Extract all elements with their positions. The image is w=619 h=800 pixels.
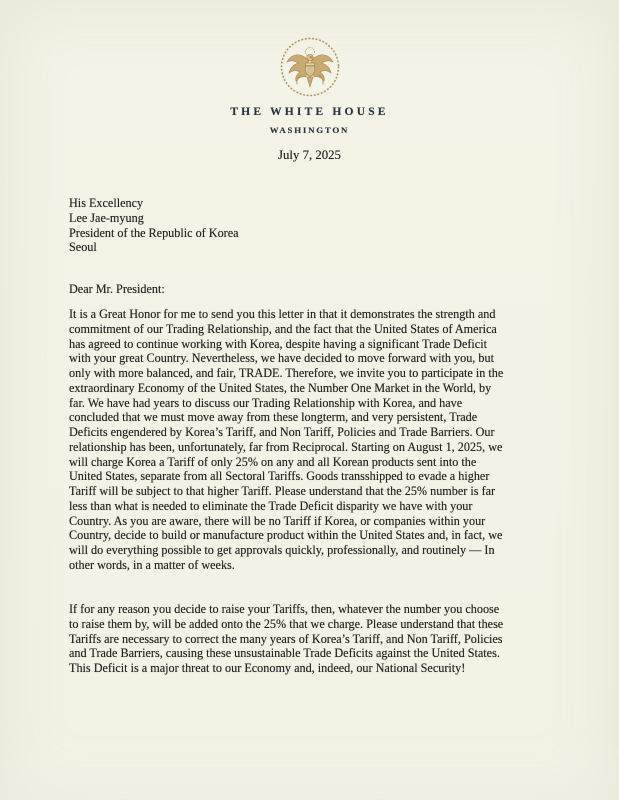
letter-date: July 7, 2025 [278,148,341,162]
letter-line: extraordinary Economy of the United States, the Number One Market in the World, by [69,380,492,395]
letter-line: less than what is needed to eliminate the Trade Deficit disparity we have with your [69,498,473,513]
letter-line: Country, decide to build or manufacture product within the United States and, in fact, we [69,528,503,543]
letter-line: and Trade Barriers, causing these unsustainable Trade Deficits against the United States. [69,646,500,661]
letter-line: Tariffs are necessary to correct the many years of Korea’s Tariff, and Non Tariff, Policies [69,631,503,646]
letter-line: other words, in a matter of weeks. [69,557,235,572]
letter-line: relationship has been, unfortunately, far from Reciprocal. Starting on August 1, 2025, we [69,439,503,454]
letterhead-title: THE WHITE HOUSE [230,106,389,118]
letter-line: Country. As you are aware, there will be no Tariff if Korea, or companies within your [69,513,486,528]
paragraph-1 [69,307,503,573]
letter-line: will charge Korea a Tariff of only 25% on any and all Korean products sent into the [69,454,477,469]
letter-line: It is a Great Honor for me to send you this letter in that it demonstrates the strength and [69,307,496,321]
recipient-name: Lee Jae-myung [69,210,144,225]
letter-line: only with more balanced, and fair, TRADE. Therefore, we invite you to participate in the [69,366,504,380]
recipient-title: President of the Republic of Korea [69,225,239,240]
letter-line: If for any reason you decide to raise your Tariffs, then, whatever the number you choose [69,602,500,616]
recipient-city: Seoul [69,240,97,255]
letter-line: concluded that we must move away from these longterm, and very persistent, Trade [69,410,478,425]
paragraph-2 [69,602,503,676]
letter-line: This Deficit is a major threat to our Economy and, indeed, our National Security! [69,661,466,675]
letter-line: United States, separate from all Sectoral Tariffs. Goods transshipped to evade a higher [69,469,490,484]
letter-line: has agreed to continue working with Korea, despite having a significant Trade Deficit [69,336,487,351]
letter-line: far. We have had years to discuss our Trading Relationship with Korea, and have [69,395,463,410]
letter-line: with your great Country. Nevertheless, we have decided to move forward with you, but [69,351,494,366]
letter-line: Deficits engendered by Korea’s Tariff, and Non Tariff, Policies and Trade Barriers. Our [69,425,495,439]
letterhead-subtitle: WASHINGTON [269,125,350,135]
recipient-block [69,196,239,255]
salutation: Dear Mr. President: [69,282,165,296]
letter-line: commitment of our Trading Relationship, and the fact that the United States of America [69,321,497,336]
letter-line: to raise them by, will be added onto the 25% that we charge. Please understand that these [69,616,504,631]
presidential-seal-icon [279,35,341,99]
letter-line: will do everything possible to get approvals quickly, professionally, and routinely — In [69,543,495,557]
presidential-seal-graphic [279,35,341,99]
recipient-honorific: His Excellency [69,196,144,210]
letter-line: Tariff will be subject to that higher Tariff. Please understand that the 25% number is far [69,484,496,498]
